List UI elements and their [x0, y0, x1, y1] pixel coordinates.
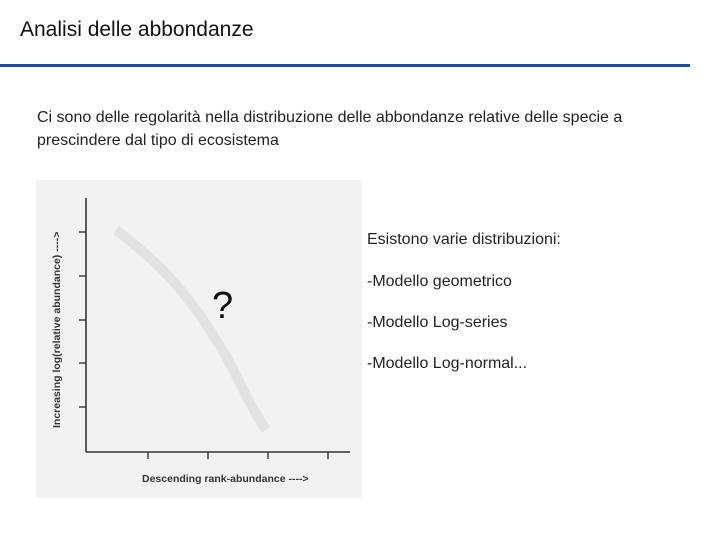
distributions-heading: Esistono varie distribuzioni: — [367, 231, 561, 248]
intro-text: Ci sono delle regolarità nella distribuzione delle abbondanze relative delle specie a prescindere dal tipo di ecosistema — [37, 109, 623, 149]
model-item-geometric: -Modello geometrico — [367, 273, 512, 290]
model-item-log-series: -Modello Log-series — [367, 314, 508, 331]
rank-abundance-figure — [36, 180, 362, 498]
rank-abundance-axes — [36, 180, 362, 498]
x-axis-label: Descending rank-abundance ----> — [142, 473, 309, 485]
title-divider — [0, 64, 690, 67]
y-axis-label: Increasing log(relative abundance) ----> — [51, 231, 63, 428]
model-item-log-normal: -Modello Log-normal... — [367, 355, 528, 372]
background-smudge — [36, 180, 362, 498]
slide-title: Analisi delle abbondanze — [20, 18, 254, 41]
model-list — [367, 272, 527, 395]
question-mark: ? — [212, 285, 234, 327]
